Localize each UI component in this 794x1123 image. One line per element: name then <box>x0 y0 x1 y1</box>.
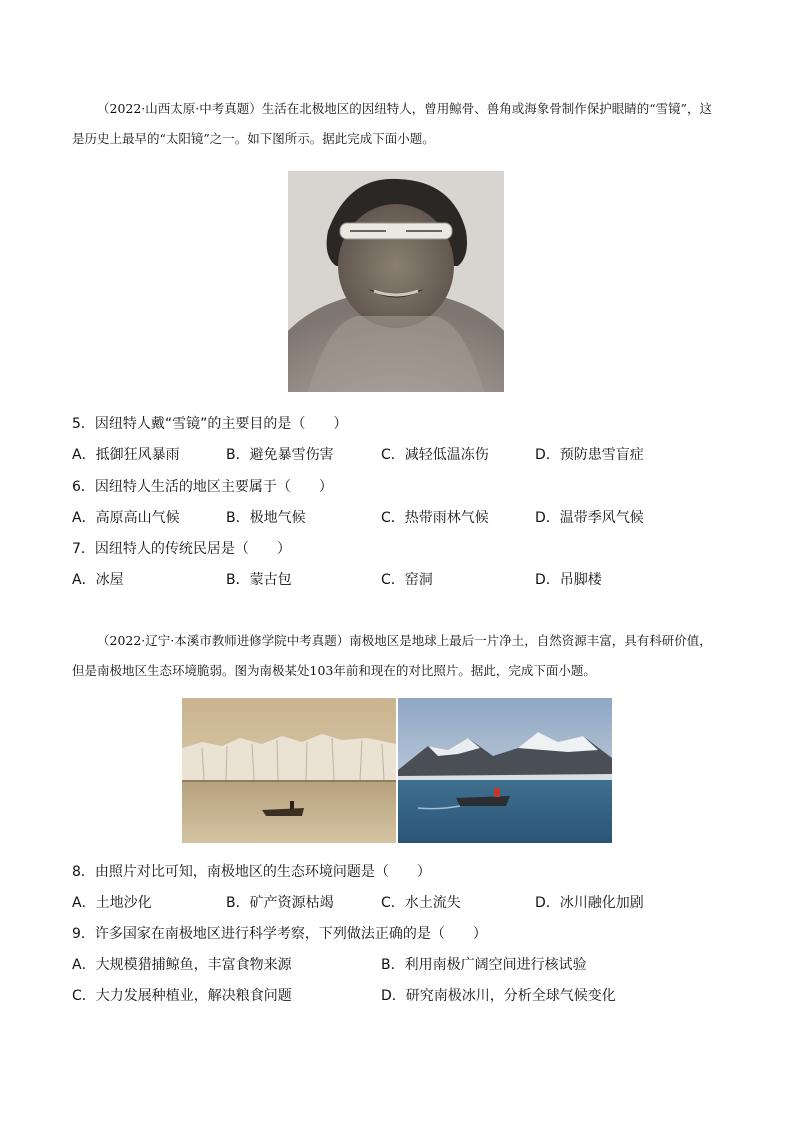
q5-option-b[interactable]: B．避免暴雪伤害 <box>226 447 334 463</box>
inuit-snow-goggles-photo <box>288 171 504 392</box>
passage-2-text: 南极地区是地球上最后一片净土，自然资源丰富，具有科研价值，但是南极地区生态环境脆弱。图为南极某处103年前和现在的对比照片。据此，完成下面小题。 <box>72 633 712 678</box>
passage-1-text: 生活在北极地区的因纽特人，曾用鲸骨、兽角或海象骨制作保护眼睛的“雪镜”，这是历史上最早的“太阳镜”之一。如下图所示。据此完成下面小题。 <box>72 101 713 146</box>
glacier-present-photo <box>398 698 612 843</box>
question-8: 8．由照片对比可知，南极地区的生态环境问题是（ ） <box>72 864 431 880</box>
question-9: 9．许多国家在南极地区进行科学考察，下列做法正确的是（ ） <box>72 926 487 942</box>
q6-option-a[interactable]: A．高原高山气候 <box>72 510 180 526</box>
q7-option-b[interactable]: B．蒙古包 <box>226 572 292 588</box>
question-7: 7．因纽特人的传统民居是（ ） <box>72 541 291 557</box>
glacier-past-photo <box>182 698 396 843</box>
passage-2 <box>72 626 722 686</box>
q8-option-b[interactable]: B．矿产资源枯竭 <box>226 895 334 911</box>
q6-option-d[interactable]: D．温带季风气候 <box>535 510 644 526</box>
q9-option-d[interactable]: D．研究南极冰川，分析全球气候变化 <box>381 988 616 1004</box>
q6-option-c[interactable]: C．热带雨林气候 <box>381 510 489 526</box>
passage-1 <box>72 94 722 154</box>
q5-option-a[interactable]: A．抵御狂风暴雨 <box>72 447 180 463</box>
q5-option-c[interactable]: C．减轻低温冻伤 <box>381 447 489 463</box>
q8-option-d[interactable]: D．冰川融化加剧 <box>535 895 644 911</box>
q7-option-a[interactable]: A．冰屋 <box>72 572 124 588</box>
q8-option-c[interactable]: C．水土流失 <box>381 895 461 911</box>
question-5: 5．因纽特人戴“雪镜”的主要目的是（ ） <box>72 416 348 432</box>
q7-option-c[interactable]: C．窑洞 <box>381 572 433 588</box>
question-6: 6．因纽特人生活的地区主要属于（ ） <box>72 479 333 495</box>
passage-1-source: （2022·山西太原·中考真题） <box>97 101 262 116</box>
q5-option-d[interactable]: D．预防患雪盲症 <box>535 447 644 463</box>
q8-option-a[interactable]: A．土地沙化 <box>72 895 152 911</box>
q9-option-c[interactable]: C．大力发展种植业，解决粮食问题 <box>72 988 292 1004</box>
passage-2-source: （2022·辽宁·本溪市教师进修学院中考真题） <box>97 633 350 648</box>
q6-option-b[interactable]: B．极地气候 <box>226 510 306 526</box>
q9-option-a[interactable]: A．大规模猎捕鲸鱼，丰富食物来源 <box>72 957 292 973</box>
q7-option-d[interactable]: D．吊脚楼 <box>535 572 602 588</box>
q9-option-b[interactable]: B．利用南极广阔空间进行核试验 <box>381 957 587 973</box>
